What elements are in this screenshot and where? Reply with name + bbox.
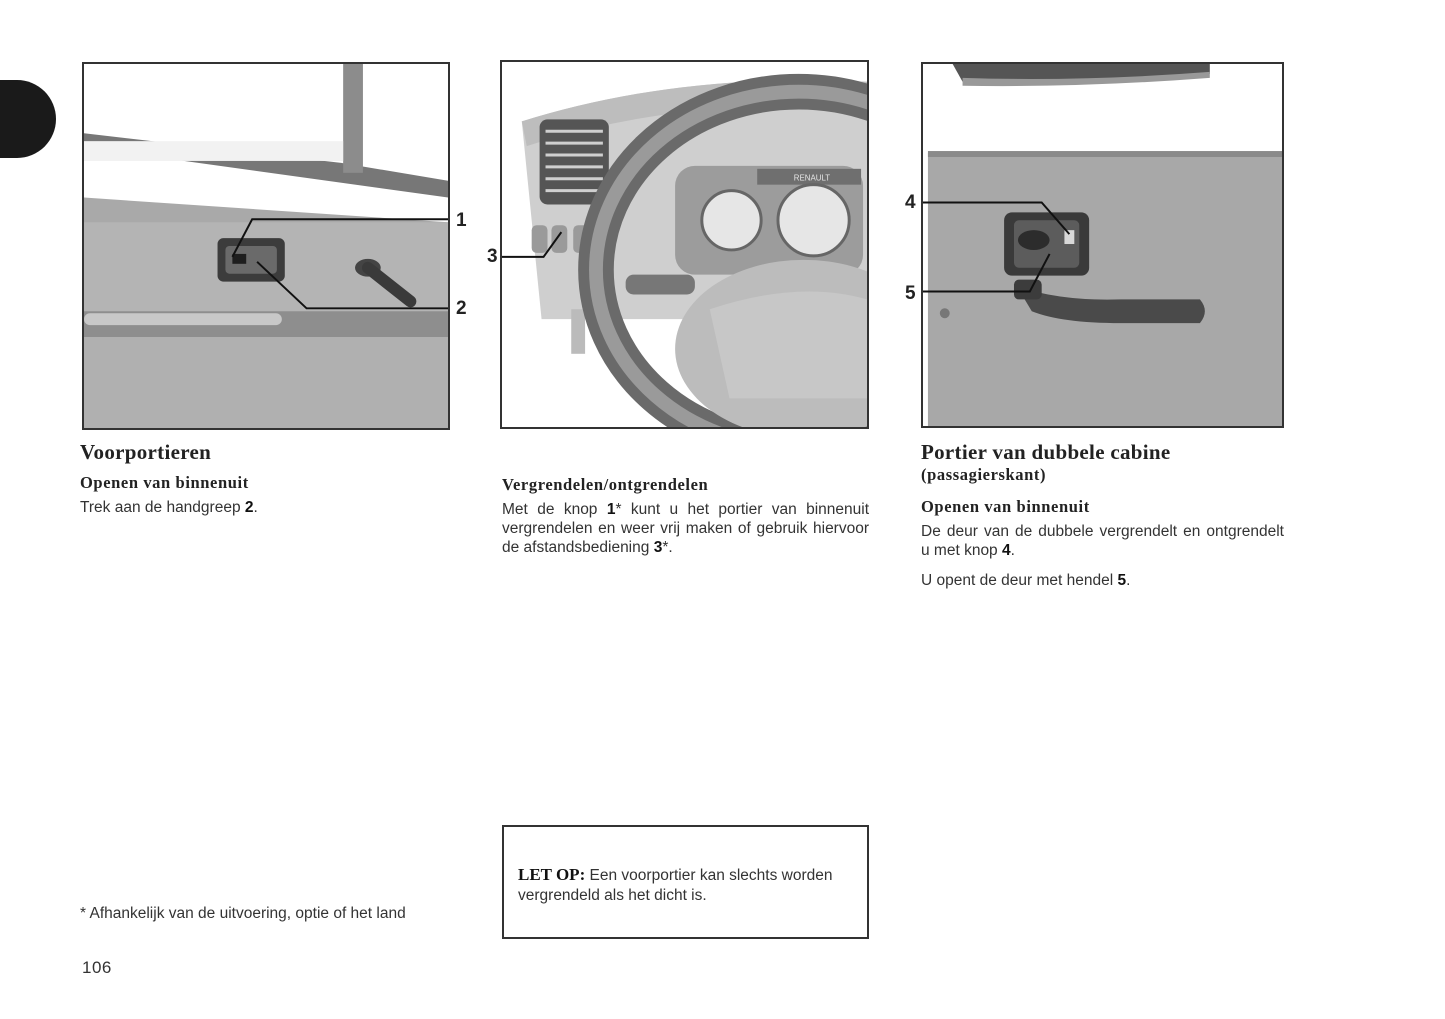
middle-subtitle: Vergrendelen/ontgrendelen xyxy=(502,475,709,494)
footnote: * Afhankelijk van de uitvoering, optie of het land xyxy=(80,905,406,922)
front-door-interior-illustration xyxy=(82,62,450,430)
lever-ref-5: 5 xyxy=(1117,572,1127,589)
left-paragraph: Trek aan de handgreep 2. xyxy=(80,499,258,516)
remote-ref-3: 3 xyxy=(653,539,663,556)
warning-note-text: LET OP: Een voorportier kan slechts worden vergrendeld als het dicht is. xyxy=(518,865,833,904)
callout-3: 3 xyxy=(487,246,498,267)
callout-2: 2 xyxy=(456,298,467,319)
button-ref-4: 4 xyxy=(1002,542,1011,559)
dashboard-brand-text: RENAULT xyxy=(793,173,831,183)
warning-label: LET OP: xyxy=(518,865,586,884)
right-subtitle: Openen van binnenuit xyxy=(921,497,1090,516)
callout-1: 1 xyxy=(456,210,467,231)
right-section-title: Portier van dubbele cabine xyxy=(921,440,1171,464)
middle-paragraph: Met de knop 1* kunt u het portier van binnenuit vergrendelen en weer vrij maken of gebruik hiervoor de afstandsbediening 3*. xyxy=(502,501,869,556)
button-ref-1: 1 xyxy=(606,501,616,518)
right-paragraph-2: U opent de deur met hendel 5. xyxy=(921,572,1131,589)
callout-5: 5 xyxy=(905,283,916,304)
callout-4: 4 xyxy=(905,192,916,213)
handle-ref: 2 xyxy=(244,499,254,516)
double-cabin-door-illustration xyxy=(921,62,1284,428)
section-tab-marker xyxy=(0,80,56,158)
right-paragraph-1: De deur van de dubbele vergrendelt en ontgrendelt u met knop 4. xyxy=(921,523,1284,559)
right-section-title-sub: (passagierskant) xyxy=(921,465,1047,484)
warning-note-box xyxy=(502,825,869,939)
left-section-title: Voorportieren xyxy=(80,440,212,464)
left-subtitle: Openen van binnenuit xyxy=(80,473,249,492)
dashboard-steering-wheel-illustration xyxy=(500,60,869,429)
page-number: 106 xyxy=(82,958,112,977)
